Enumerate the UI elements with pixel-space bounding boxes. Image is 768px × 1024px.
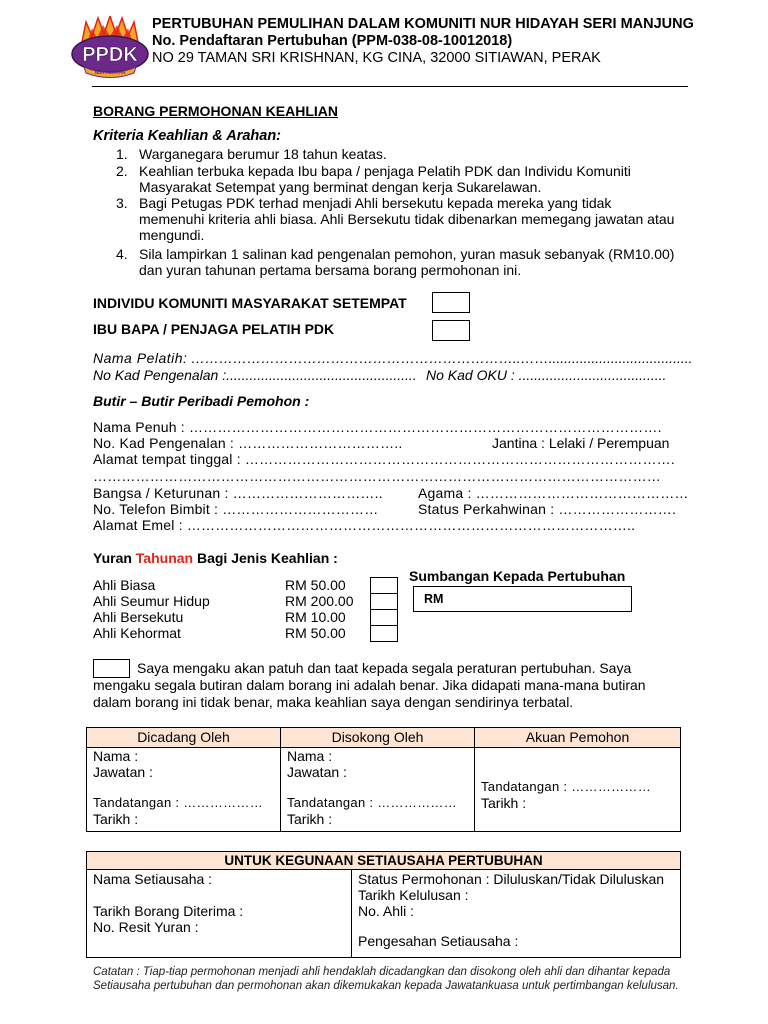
- criteria-line: Keahlian terbuka kepada Ibu bapa / penjaga Pelatih PDK dan Individu Komuniti: [139, 163, 631, 179]
- marital-status-field[interactable]: Status Perkahwinan : …………………….: [418, 501, 677, 517]
- declaration-line: mengaku segala butiran dalam borang ini adalah benar. Jika didapati mana-mana butiran: [93, 677, 646, 693]
- applicant-cell[interactable]: [475, 748, 681, 832]
- seconder-date[interactable]: Tarikh :: [287, 811, 333, 827]
- footnote-line: Catatan : Tiap-tiap permohonan menjadi ahli hendaklah dicadangkan dan disokong oleh ahli dan dihantar kepada: [93, 966, 671, 978]
- form-title: BORANG PERMOHONAN KEAHLIAN: [93, 103, 338, 119]
- applicant-signature[interactable]: Tandatangan : ………………: [481, 779, 652, 794]
- fee-label: Ahli Bersekutu: [93, 609, 184, 625]
- ppdk-logo: [70, 16, 150, 78]
- seconder-name[interactable]: Nama :: [287, 748, 333, 764]
- proposer-date[interactable]: Tarikh :: [93, 811, 139, 827]
- donation-heading: Sumbangan Kepada Pertubuhan: [409, 568, 626, 584]
- secretary-endorsement-field[interactable]: Pengesahan Setiausaha :: [358, 933, 519, 949]
- declaration-line: dalam borang ini tidak benar, maka keahlian saya dengan sendirinya terbatal.: [93, 694, 574, 710]
- donation-currency: RM: [424, 592, 444, 606]
- declaration-line: Saya mengaku akan patuh dan taat kepada segala peraturan pertubuhan. Saya: [137, 660, 632, 676]
- criteria-line: Sila lampirkan 1 salinan kad pengenalan pemohon, yuran masuk sebanyak (RM10.00): [139, 246, 675, 262]
- fee-checkbox[interactable]: [370, 577, 398, 593]
- criteria-number: 1.: [116, 146, 128, 162]
- header-applicant-declaration: Akuan Pemohon: [475, 728, 681, 748]
- fee-label: Ahli Seumur Hidup: [93, 593, 210, 609]
- category-community-label: INDIVIDU KOMUNITI MASYARAKAT SETEMPAT: [93, 295, 407, 311]
- proposer-signature[interactable]: Tandatangan : ………………: [93, 795, 264, 810]
- address-field-line2[interactable]: …………………………………………………………………………………………………………: [93, 468, 661, 484]
- criteria-line: mengundi.: [139, 227, 205, 243]
- member-no-field[interactable]: No. Ahli :: [358, 903, 415, 919]
- secretary-left-cell[interactable]: [87, 870, 352, 958]
- application-status-field[interactable]: Status Permohonan : Diluluskan/Tidak Diluluskan: [358, 871, 665, 887]
- signature-table: [86, 727, 681, 832]
- secretary-name-field[interactable]: Nama Setiausaha :: [93, 871, 213, 887]
- org-address: NO 29 TAMAN SRI KRISHNAN, KG CINA, 32000 SITIAWAN, PERAK: [152, 50, 601, 66]
- criteria-line: memenuhi kriteria ahli biasa. Ahli Bersekutu tidak dibenarkan memegang jawatan atau: [139, 211, 675, 227]
- personal-heading: Butir – Butir Peribadi Pemohon :: [93, 393, 310, 409]
- phone-field[interactable]: No. Telefon Bimbit : ……………………………: [93, 501, 379, 517]
- date-received-field[interactable]: Tarikh Borang Diterima :: [93, 903, 244, 919]
- full-name-field[interactable]: Nama Penuh : ……………………………………………………………………………………….: [93, 419, 662, 435]
- criteria-heading: Kriteria Keahlian & Arahan:: [93, 128, 282, 144]
- fee-checkbox[interactable]: [370, 625, 398, 642]
- org-name: PERTUBUHAN PEMULIHAN DALAM KOMUNITI NUR HIDAYAH SERI MANJUNG: [152, 16, 694, 32]
- fee-amount: RM 200.00: [285, 593, 354, 609]
- trainee-name-label: Nama Pelatih: [93, 350, 184, 366]
- gender-field[interactable]: Jantina : Lelaki / Perempuan: [492, 435, 670, 451]
- trainee-oku-field[interactable]: No Kad OKU : ......................................: [426, 367, 667, 383]
- fee-amount: RM 50.00: [285, 577, 346, 593]
- svg-text:PPDK: PPDK: [82, 44, 138, 66]
- svg-text:NUR HIDAYAH: NUR HIDAYAH: [94, 70, 126, 75]
- registration-number: No. Pendaftaran Pertubuhan (PPM-038-08-10012018): [152, 33, 513, 49]
- receipt-no-field[interactable]: No. Resit Yuran :: [93, 919, 199, 935]
- approval-date-field[interactable]: Tarikh Kelulusan :: [358, 887, 469, 903]
- criteria-line: Bagi Petugas PDK terhad menjadi Ahli bersekutu kepada mereka yang tidak: [139, 195, 612, 211]
- secretary-heading: UNTUK KEGUNAAN SETIAUSAHA PERTUBUHAN: [87, 852, 681, 870]
- criteria-line: dan yuran tahunan pertama bersama borang permohonan ini.: [139, 262, 522, 278]
- header-seconded-by: Disokong Oleh: [281, 728, 475, 748]
- donation-amount-input[interactable]: [413, 586, 632, 612]
- proposer-name[interactable]: Nama :: [93, 748, 139, 764]
- proposer-cell[interactable]: [87, 748, 281, 832]
- email-field[interactable]: Alamat Emel : …………………………………………………………………………………..: [93, 517, 636, 533]
- criteria-line: Warganegara berumur 18 tahun keatas.: [139, 146, 387, 162]
- fees-heading: Yuran Tahunan Bagi Jenis Keahlian :: [93, 550, 338, 566]
- seconder-signature[interactable]: Tandatangan : ………………: [287, 795, 458, 810]
- criteria-number: 4.: [116, 246, 128, 262]
- secretary-table: [86, 851, 681, 958]
- fee-amount: RM 50.00: [285, 625, 346, 641]
- category-community-checkbox[interactable]: [432, 292, 470, 313]
- footnote-line: Setiausaha pertubuhan dan permohonan akan dikemukakan kepada Jawatankuasa untuk pertimbangan kelulusan.: [93, 980, 679, 992]
- race-field[interactable]: Bangsa / Keturunan : …………………………..: [93, 485, 383, 501]
- criteria-number: 2.: [116, 163, 128, 179]
- fee-checkbox[interactable]: [370, 609, 398, 625]
- header-proposed-by: Dicadang Oleh: [87, 728, 281, 748]
- fee-amount: RM 10.00: [285, 609, 346, 625]
- fees-heading-highlight: Tahunan: [135, 550, 194, 566]
- header-divider: [92, 86, 688, 87]
- category-parent-checkbox[interactable]: [432, 320, 470, 341]
- category-parent-label: IBU BAPA / PENJAGA PELATIH PDK: [93, 321, 335, 337]
- fee-label: Ahli Kehormat: [93, 625, 181, 641]
- religion-field[interactable]: Agama : ………………………………………: [418, 485, 689, 501]
- seconder-cell[interactable]: [281, 748, 475, 832]
- fee-label: Ahli Biasa: [93, 577, 156, 593]
- applicant-date[interactable]: Tarikh :: [481, 795, 527, 811]
- secretary-right-cell[interactable]: [352, 870, 681, 958]
- criteria-number: 3.: [116, 195, 128, 211]
- fee-checkbox[interactable]: [370, 593, 398, 609]
- trainee-ic-field[interactable]: No Kad Pengenalan :.................................................: [93, 367, 417, 383]
- trainee-name-row[interactable]: [93, 350, 693, 366]
- criteria-line: Masyarakat Setempat yang berminat dengan kerja Sukarelawan.: [139, 179, 542, 195]
- address-field[interactable]: Alamat tempat tinggal : ……………………………………………………………………………….: [93, 451, 675, 467]
- seconder-position[interactable]: Jawatan :: [287, 764, 347, 780]
- declaration-checkbox[interactable]: [93, 659, 130, 678]
- proposer-position[interactable]: Jawatan :: [93, 764, 153, 780]
- ic-field[interactable]: No. Kad Pengenalan : ……………………………..: [93, 435, 403, 451]
- trainee-name-field[interactable]: : ……………………………………………………………..…….....................................: [183, 350, 693, 366]
